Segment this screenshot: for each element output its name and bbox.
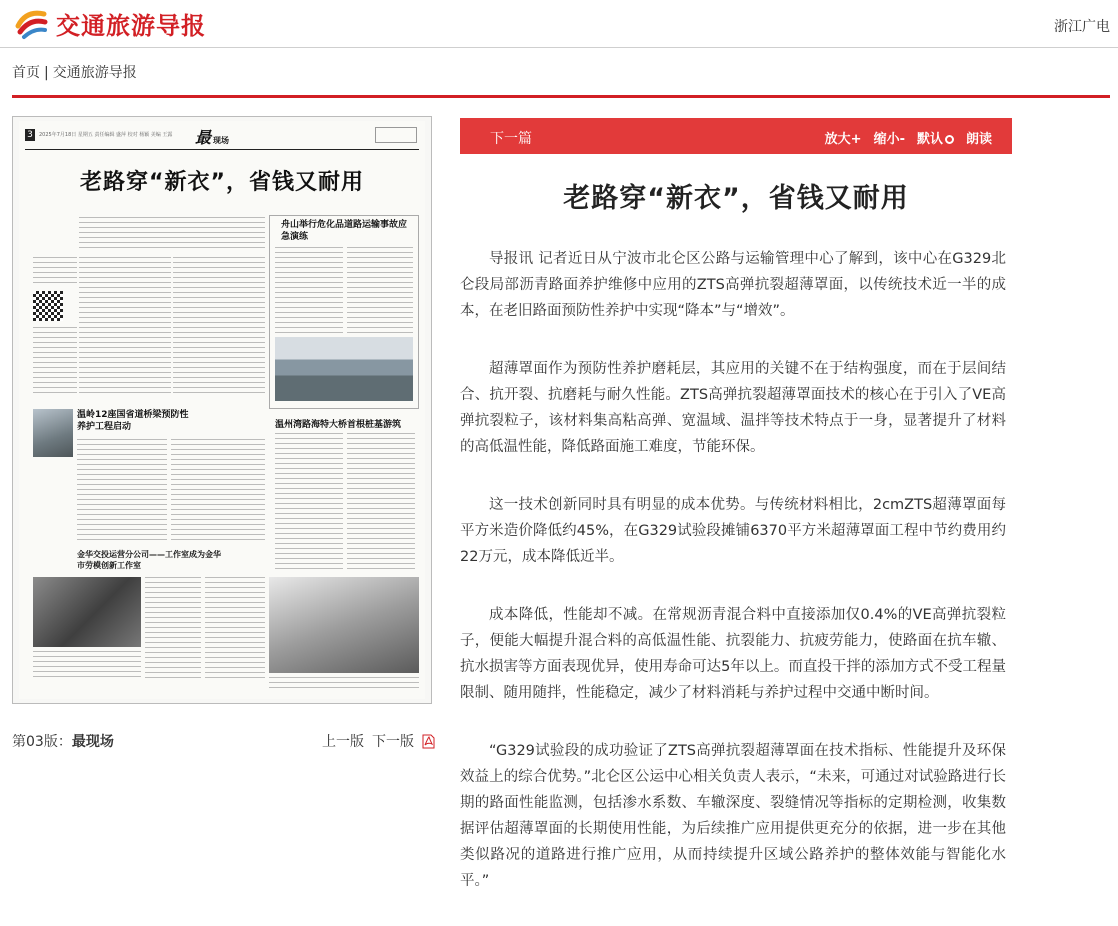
- text-block: [275, 247, 343, 333]
- read-aloud-button[interactable]: 朗读: [965, 132, 992, 147]
- edition-pager: [322, 731, 435, 751]
- article-paragraph: “G329试验段的成功验证了ZTS高弹抗裂超薄罩面在技术指标、性能提升及环保效益上的综合优势。”北仑区公运中心相关负责人表示，“未来，可通过对试验路进行长期的路面性能监测，包括渗水系数、车辙深度、裂缝情况等指标的定期检测，收集数据评估超薄罩面的长期使用性能，为后续推广应用提供更充分的依据，进一步在其他类似路况的道路进行推广应用，从而持续提升区域公路养护的整体效能与智能化水平。”: [460, 743, 1006, 889]
- page-section-title: [195, 125, 229, 148]
- section-title-main: 最: [195, 128, 212, 147]
- page-number: 3: [25, 129, 35, 141]
- site-title: 交通旅游导报: [56, 11, 206, 40]
- text-block: [347, 433, 415, 573]
- breadcrumb-separator: |: [44, 65, 49, 81]
- default-size-label: 默认: [916, 132, 943, 147]
- header-divider: [0, 47, 1118, 48]
- article-title: 老路穿“新衣”，省钱又耐用: [563, 183, 909, 214]
- sub-headline-zhoushan: 舟山举行危化品道路运输事故应急演练: [281, 220, 408, 242]
- page-meta: 2025年7月18日 星期五 责任编辑 盛萍 校对 杨颖 美编 王露: [39, 132, 173, 138]
- edition-name: 最现场: [71, 734, 114, 750]
- pdf-icon[interactable]: [422, 734, 435, 749]
- sub-headline-wenling: 温岭12座国省道桥梁预防性养护工程启动: [77, 410, 189, 432]
- region-link[interactable]: 浙江广电: [1054, 19, 1110, 35]
- bridge-photo: [275, 337, 413, 401]
- edition-label: 第03版：: [12, 734, 72, 750]
- text-block: [171, 439, 265, 543]
- text-block: [145, 577, 201, 681]
- text-block: [33, 651, 141, 681]
- text-size-tools: [825, 128, 992, 147]
- newspaper-page-preview[interactable]: [12, 116, 432, 704]
- site-header: [0, 0, 1118, 50]
- default-size-button[interactable]: [917, 128, 954, 147]
- site-logo[interactable]: [12, 4, 206, 42]
- text-block: [77, 439, 167, 543]
- page-rule: [25, 149, 419, 150]
- edition-caption: [12, 731, 114, 751]
- zoom-in-button[interactable]: 放大+: [824, 132, 862, 147]
- text-block: [275, 433, 343, 573]
- workers-photo: [269, 577, 419, 673]
- text-block: [79, 257, 171, 397]
- reset-circle-icon: [945, 135, 954, 144]
- qr-code-icon: [33, 291, 63, 321]
- sub-headline-wenzhou: 温州湾路海特大桥首根桩基游筑: [275, 420, 402, 430]
- article-paragraph: 这一技术创新同时具有明显的成本优势。与传统材料相比，2cmZTS超薄罩面每平方米造价降低约45%，在G329试验段摊铺6370平方米超薄罩面工程中节约费用约22万元，成本降低近半。: [460, 497, 1006, 565]
- article-toolbar: [460, 118, 1012, 154]
- zoom-out-button[interactable]: 缩小-: [873, 132, 905, 147]
- text-block: [79, 217, 265, 251]
- text-block: [269, 677, 419, 691]
- page-headline[interactable]: 老路穿“新衣”，省钱又耐用: [80, 170, 364, 195]
- text-block: [347, 247, 413, 333]
- paper-logo-icon: [375, 127, 417, 143]
- breadcrumb-current[interactable]: 交通旅游导报: [52, 65, 137, 81]
- section-title-suffix: 现场: [213, 136, 230, 145]
- road-photo: [33, 409, 73, 457]
- sub-headline-jinhua: 金华交投运营分公司——工作室成为金华市劳模创新工作室: [77, 550, 221, 570]
- next-article-link[interactable]: 下一篇: [490, 131, 532, 147]
- article-paragraph: 成本降低，性能却不减。在常规沥青混合料中直接添加仅0.4%的VE高弹抗裂粒子，便能大幅提升混合料的高低温性能、抗裂能力、抗疲劳能力，使路面在抗车辙、抗水损害等方面表现优异，使用寿命可达5年以上。而直投干拌的添加方式不受工程量限制、随用随拌，性能稳定，减少了材料消耗与养护过程中交通中断时间。: [460, 607, 1006, 701]
- article-paragraph: 超薄罩面作为预防性养护磨耗层，其应用的关键不在于结构强度，而在于层间结合、抗开裂、抗磨耗与耐久性能。ZTS高弹抗裂超薄罩面技术的核心在于引入了VE高弹抗裂粒子，该材料集高粘高弹、宽温域、温拌等技术特点于一身，显著提升了材料的高低温性能，降低路面施工难度，节能环保。: [460, 361, 1006, 455]
- swoosh-logo-icon: [12, 4, 50, 42]
- breadcrumb: [12, 62, 137, 82]
- red-divider: [12, 95, 1110, 98]
- text-block: [33, 327, 77, 397]
- workshop-photo: [33, 577, 141, 647]
- next-edition-link[interactable]: 下一版: [372, 734, 414, 750]
- prev-edition-link[interactable]: 上一版: [322, 734, 364, 750]
- text-block: [173, 257, 265, 397]
- text-block: [205, 577, 265, 681]
- newspaper-page: [19, 121, 425, 699]
- breadcrumb-home[interactable]: 首页: [12, 65, 40, 81]
- article-paragraph: 导报讯 记者近日从宁波市北仑区公路与运输管理中心了解到，该中心在G329北仑段局部沥青路面养护维修中应用的ZTS高弹抗裂超薄罩面，以传统技术近一半的成本，在老旧路面预防性养护中实现“降本”与“增效”。: [460, 251, 1006, 319]
- text-block: [33, 257, 77, 287]
- article-body: [460, 246, 1006, 926]
